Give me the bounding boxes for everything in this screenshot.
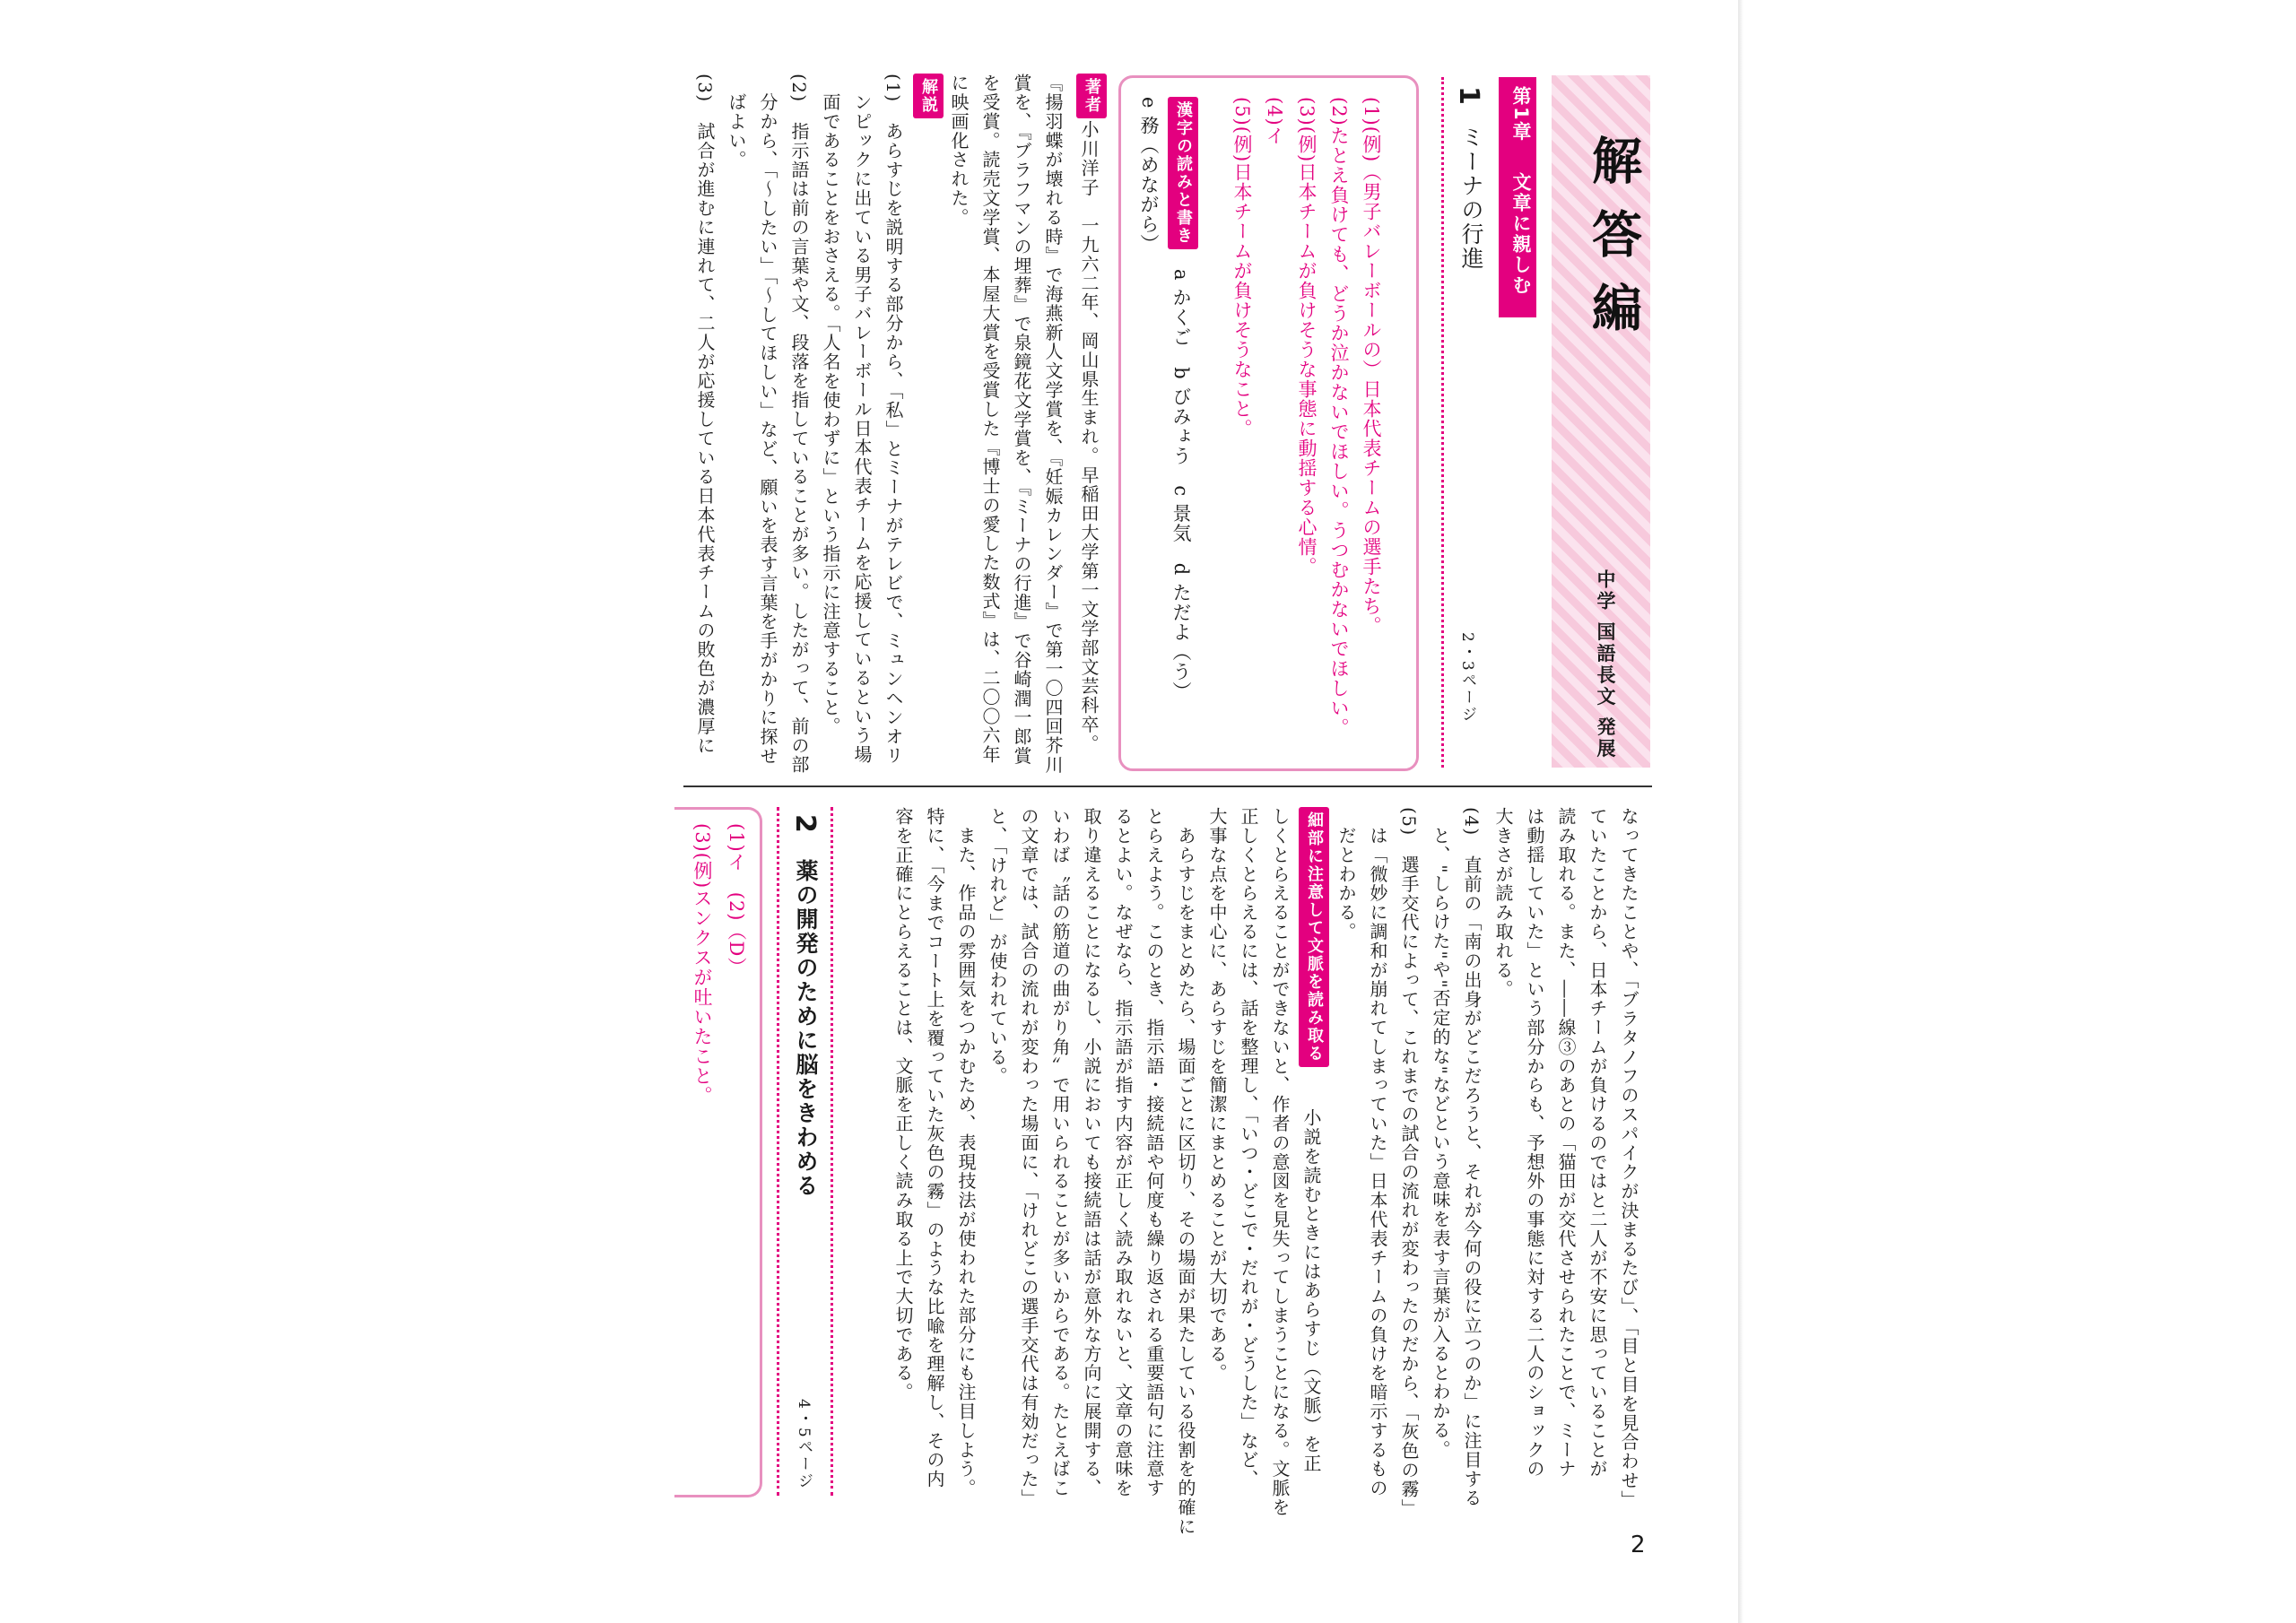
- kaisetsu-line-2: ンピックに出ている男子バレーボール日本代表チームを応援しているという場: [851, 74, 873, 765]
- detail-line-13: 特に、「今までコート上を覆っていた灰色の霧」のような比喩を理解し、その内: [924, 807, 945, 1489]
- detail-line-7: るとよい。なぜなら、指示語が指す内容が正しく読み取れないと、文章の意味を: [1112, 807, 1134, 1498]
- kanji-tag: 漢字の読みと書き: [1168, 97, 1198, 249]
- kanji-row-2: e 務（めながら）: [1138, 97, 1160, 255]
- page-title: 解答編: [1584, 135, 1642, 355]
- detail-line-5: あらすじをまとめたら、場面ごとに区切り、その場面が果たしている役割を的確に: [1175, 807, 1196, 1537]
- detail-tag: 細部に注意して文脈を読み取る: [1299, 807, 1329, 1067]
- page-edge-shadow: [1738, 0, 1744, 1623]
- chapter-label: 第1章: [1510, 86, 1532, 143]
- section1-title: ミーナの行進: [1458, 126, 1484, 271]
- continued-line-1: なってきたことや、「ブラタノフのスパイクが決まるたび」、「目と目を見合わせ」: [1618, 807, 1639, 1510]
- detail-line-3: 正しくとらえるには、話を整理し、「いつ・どこで・だれが・どうした」など、: [1238, 807, 1259, 1489]
- chapter-name: 文章に親しむ: [1510, 172, 1532, 296]
- detail-line-8: 取り違えることになるし、小説においても接続語は話が意外な方向に展開する、: [1081, 807, 1102, 1498]
- page-number: 2: [1631, 1532, 1646, 1558]
- author-line-5: に映画化された。: [948, 74, 970, 228]
- series-label: 中学 国語長文 発展: [1595, 569, 1616, 760]
- section2-pages: 4・5ページ: [795, 1399, 813, 1490]
- continued-line-3: 読み取れる。また、――線③のあとの「猫田が交代させられたことで、ミーナ: [1555, 807, 1577, 1479]
- continued-line-6: (4) 直前の「南の出身がどこだろうと、それが今何の役に立つのか」に注目する: [1461, 807, 1483, 1508]
- detail-line-10: の文章では、試合の流れが変わった場面に、「けれどこの選手交代は有効だった」: [1018, 807, 1039, 1508]
- detail-line-11: と、「けれど」が使われている。: [987, 807, 1008, 1086]
- section2-answer-1: (1)イ (2)（D）: [726, 823, 747, 977]
- kanji-row-1: a かくご b びみょう c 景気 d ただよ（う）: [1170, 269, 1192, 701]
- kaisetsu-line-3: 面であることをおさえる。「人名を使わずに」という指示に注意すること。: [820, 74, 841, 736]
- kaisetsu-line-1: (1) あらすじを説明する部分から、「私」とミーナがテレビで、ミュンヘンオリ: [883, 74, 904, 766]
- author-line-3: 賞を、『ブラフマンの埋葬』で泉鏡花文学賞を、『ミーナの行進』で谷崎潤一郎賞: [1011, 74, 1032, 766]
- kaisetsu-line-7: (3) 試合が進むに連れて、二人が応援している日本代表チームの敗色が濃厚に: [694, 74, 716, 756]
- section1-pages: 2・3ページ: [1458, 632, 1476, 724]
- section2-answer-2: (3)(例)スンクスが吐いたこと。: [691, 823, 713, 1107]
- chapter-tag: [1499, 77, 1536, 317]
- answer-5: (5)(例)日本チームが負けそうなこと。: [1231, 97, 1253, 439]
- continued-line-5: 大きさが読み取れる。: [1492, 807, 1514, 999]
- kaisetsu-line-4: (2) 指示語は前の言葉や文、段落を指していることが多い。したがって、前の部: [788, 74, 810, 775]
- author-line-1: 小川洋子 一九六二年、岡山県生まれ。早稲田大学第一文学部文芸科卒。: [1078, 120, 1100, 754]
- answer-2: (2)たとえ負けても、どうか泣かないでほしい。うつむかないでほしい。: [1328, 97, 1350, 738]
- kaisetsu-line-6: ばよい。: [726, 74, 747, 169]
- detail-line-9: いわば〝話の筋道の曲がり角〟で用いられることが多いからである。たとえばこ: [1049, 807, 1071, 1498]
- section2-divider-inner: [777, 807, 779, 1496]
- continued-line-8: (5) 選手交代によって、これまでの試合の流れが変わったのだから、「灰色の霧」: [1398, 807, 1420, 1518]
- author-tag: 著者: [1076, 74, 1107, 118]
- continued-line-4: は動揺していた」という部分からも、予想外の事態に対する二人のショックの: [1524, 807, 1545, 1479]
- section1-number: 1: [1453, 86, 1484, 105]
- detail-line-2: しくとらえることができないと、作者の意図を見失ってしまうことになる。文脈を: [1269, 807, 1291, 1517]
- section2-number: 2: [789, 814, 821, 833]
- section2-title: 薬の開発のために脳をきわめる: [793, 859, 819, 1198]
- detail-line-12: また、作品の雰囲気をつかむため、表現技法が使われた部分にも注目しよう。: [955, 807, 977, 1498]
- answer-1: (1)(例)（男子バレーボールの）日本代表チームの選手たち。: [1361, 97, 1382, 637]
- answer-3: (3)(例)日本チームが負けそうな事態に動揺する心情。: [1296, 97, 1318, 577]
- detail-line-4: 大事な点を中心に、あらすじを簡潔にまとめることが大切である。: [1206, 807, 1228, 1383]
- tier-divider: [683, 785, 1652, 787]
- author-line-2: 『揚羽蝶が壊れる時』で海燕新人文学賞を、『妊娠カレンダー』で第一〇四回芥川: [1042, 74, 1064, 775]
- detail-line-6: とらえよう。このとき、指示語・接続語や何度も繰り返される重要語句に注意す: [1144, 807, 1165, 1498]
- section1-divider: [1441, 77, 1444, 768]
- author-line-4: を受賞。読売文学賞、本屋大賞を受賞した『博士の愛した数式』は、二〇〇六年: [979, 74, 1001, 765]
- answer-4: (4)イ: [1264, 97, 1285, 146]
- continued-line-10: だとわかる。: [1335, 807, 1357, 942]
- continued-line-9: は「微妙に調和が崩れてしまっていた」日本代表チームの負けを暗示するもの: [1367, 807, 1388, 1498]
- kaisetsu-line-5: 分から、「〜したい」「〜してほしい」など、願いを表す言葉を手がかりに探せ: [757, 74, 778, 766]
- section2-divider: [831, 807, 833, 1496]
- kaisetsu-tag: 解説: [913, 74, 944, 118]
- detail-line-1: 小説を読むときにはあらすじ（文脈）を正: [1300, 1108, 1322, 1473]
- detail-line-14: 容を正確にとらえることは、文脈を正しく読み取る上で大切である。: [892, 807, 914, 1402]
- continued-line-2: ていたことから、日本チームが負けるのではと二人が不安に思っていることが: [1587, 807, 1608, 1479]
- continued-line-7: と、"しらけた"や"否定的な"などという意味を表す言葉が入るとわかる。: [1430, 807, 1451, 1460]
